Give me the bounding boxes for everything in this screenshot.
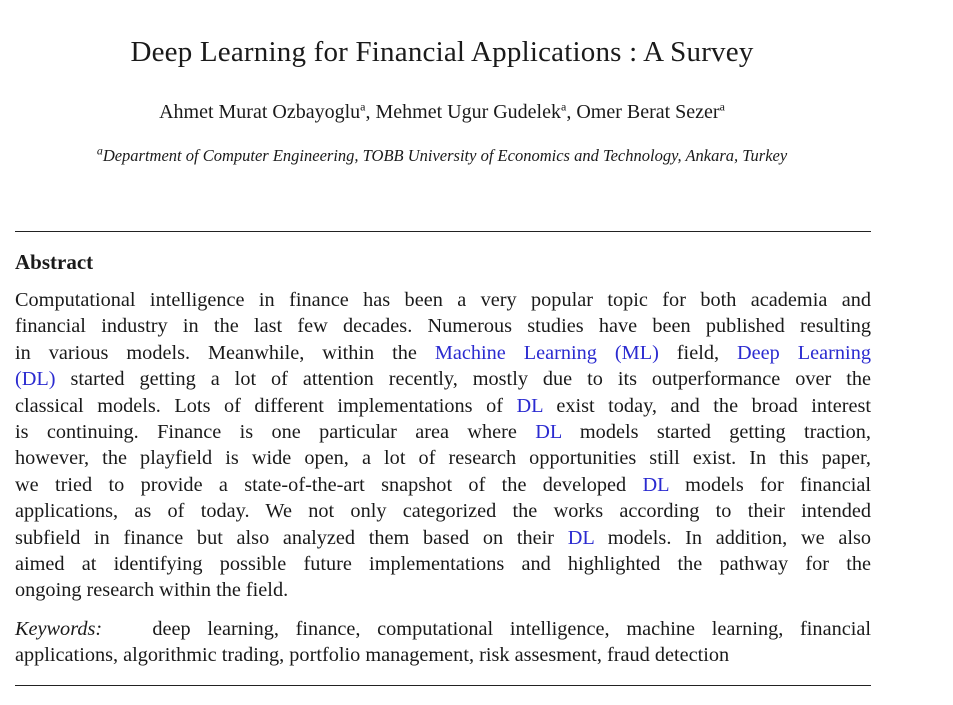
abstract-text: subfield in finance but also analyzed them based on their: [15, 526, 568, 549]
author-name: Omer Berat Sezer: [576, 101, 720, 123]
acronym-link[interactable]: DL: [567, 526, 595, 549]
abstract-text: field,: [658, 341, 738, 364]
keywords-block: [15, 616, 871, 669]
abstract-line: [15, 525, 871, 551]
abstract-text: however, the playfield is wide open, a lot of research opportunities still exist. In this paper,: [15, 447, 871, 470]
abstract-text: models for financial: [668, 473, 871, 496]
keywords-line-1: [15, 616, 871, 642]
author-affil-mark: a: [561, 99, 567, 114]
affiliation: [0, 143, 884, 166]
acronym-link[interactable]: Machine Learning (ML): [434, 341, 659, 364]
paper-title: Deep Learning for Financial Applications : A Survey: [130, 36, 754, 68]
abstract-heading: Abstract: [15, 250, 94, 274]
abstract-line: [15, 498, 871, 524]
keywords-line-2: applications, algorithmic trading, portfolio management, risk assesment, fraud detection: [15, 644, 730, 667]
author-affil-mark: a: [360, 99, 366, 114]
abstract-line: [15, 313, 871, 339]
abstract-text: we tried to provide a state-of-the-art snapshot of the developed: [15, 473, 643, 496]
acronym-link[interactable]: (DL): [15, 368, 56, 391]
abstract-text: started getting a lot of attention recently, mostly due to its outperformance over the: [55, 368, 871, 391]
author-name: Ahmet Murat Ozbayoglu: [159, 101, 361, 123]
abstract-line: [15, 577, 871, 603]
abstract-text: aimed at identifying possible future implementations and highlighted the pathway for the: [15, 552, 871, 575]
author-affil-mark: a: [719, 99, 725, 114]
abstract-line: [15, 287, 871, 313]
abstract-text: models. In addition, we also: [594, 526, 871, 549]
top-rule: [15, 231, 871, 232]
acronym-link[interactable]: DL: [642, 473, 669, 496]
author-list: Ahmet Murat Ozbayoglu$^a$, Mehmet Ugur Gudelek$^a$, Omer Berat Sezer$^a$: [159, 99, 725, 123]
abstract-text: applications, as of today. We not only categorized the works according to their intended: [15, 500, 871, 523]
acronym-link[interactable]: DL: [535, 420, 562, 443]
keywords-label: Keywords:: [15, 618, 103, 640]
abstract-text: classical models. Lots of different implementations of: [15, 394, 517, 417]
abstract-text: financial industry in the last few decades. Numerous studies have been published resulting: [15, 315, 871, 338]
bottom-rule: [15, 685, 871, 686]
abstract-text: models started getting traction,: [561, 420, 871, 443]
abstract-line: [15, 445, 871, 471]
author-name: Mehmet Ugur Gudelek: [375, 101, 561, 123]
affiliation-text: Department of Computer Engineering, TOBB University of Economics and Technology, Ankara, Turkey: [102, 146, 788, 165]
abstract-text: Computational intelligence in finance has been a very popular topic for both academia and: [15, 289, 871, 311]
abstract-text: exist today, and the broad interest: [542, 394, 871, 417]
abstract-text: is continuing. Finance is one particular area where: [15, 420, 536, 443]
abstract-line: [15, 366, 871, 392]
keywords-text-1: deep learning, finance, computational intelligence, machine learning, financial: [152, 618, 871, 640]
affiliation-mark: a: [96, 143, 103, 158]
abstract-line: [15, 419, 871, 445]
abstract-line: [15, 472, 871, 498]
acronym-link[interactable]: Deep Learning: [737, 341, 871, 364]
abstract-line: [15, 393, 871, 419]
abstract-body: [15, 287, 871, 604]
abstract-text: in various models. Meanwhile, within the: [15, 341, 435, 364]
abstract-text: ongoing research within the field.: [15, 579, 289, 602]
abstract-line: [15, 340, 871, 366]
abstract-line: [15, 551, 871, 577]
acronym-link[interactable]: DL: [516, 394, 543, 417]
